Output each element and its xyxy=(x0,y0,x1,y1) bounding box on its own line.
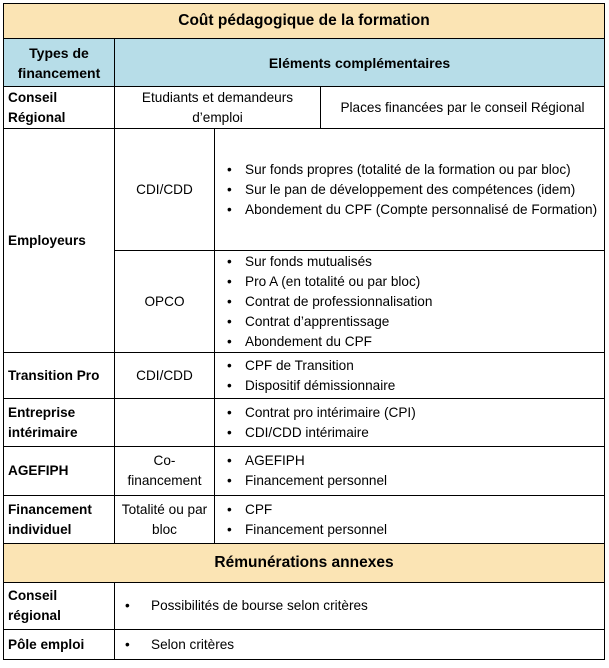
employeurs-opco-list xyxy=(219,252,600,352)
bullet-icon: • xyxy=(227,313,232,329)
conseil-regional-remuneration-cell xyxy=(115,583,605,630)
bullet-icon: • xyxy=(227,424,232,440)
list-item: • CPF de Transition xyxy=(219,356,600,376)
bullet-icon: • xyxy=(227,161,232,177)
transition-pro-cell xyxy=(215,353,605,399)
pole-emploi-cell xyxy=(115,630,605,660)
header-elements-complementaires: Eléments complémentaires xyxy=(115,39,605,87)
bullet-icon: • xyxy=(227,333,232,349)
bullet-icon: • xyxy=(125,636,130,652)
bullet-icon: • xyxy=(227,404,232,420)
list-item: • Sur fonds mutualisés xyxy=(219,252,600,272)
bullet-icon: • xyxy=(227,453,232,468)
row-label-pole-emploi: Pôle emploi xyxy=(4,630,115,660)
row-label-transition-pro: Transition Pro xyxy=(4,353,115,399)
list-item: • Abondement du CPF xyxy=(219,332,600,352)
employeurs-cdi-label: CDI/CDD xyxy=(115,129,215,251)
bullet-icon: • xyxy=(227,357,232,373)
financement-individuel-cell xyxy=(215,496,605,544)
list-item: • Sur le pan de développement des compétences (idem) xyxy=(219,180,600,200)
bullet-icon: • xyxy=(227,473,232,488)
list-item: • Dispositif démissionnaire xyxy=(219,376,600,396)
list-item: • Selon critères xyxy=(119,635,600,655)
row-label-employeurs: Employeurs xyxy=(4,129,115,353)
list-item: • Sur fonds propres (totalité de la formation ou par bloc) xyxy=(219,160,600,180)
transition-pro-type: CDI/CDD xyxy=(115,353,215,399)
entreprise-interimaire-type xyxy=(115,399,215,447)
list-item: • AGEFIPH xyxy=(219,451,600,471)
employeurs-opco-cell xyxy=(215,251,605,353)
list-item: • Contrat pro intérimaire (CPI) xyxy=(219,403,600,423)
agefiph-type: Co-financement xyxy=(115,447,215,496)
bullet-icon: • xyxy=(227,253,232,269)
financement-individuel-list xyxy=(219,500,600,540)
conseil-regional-public: Etudiants et demandeurs d’emploi xyxy=(115,87,321,129)
list-item: • Contrat de professionnalisation xyxy=(219,292,600,312)
bullet-icon: • xyxy=(227,201,232,217)
list-item: • Pro A (en totalité ou par bloc) xyxy=(219,272,600,292)
row-label-conseil-regional-remuneration: Conseil régional xyxy=(4,583,115,630)
row-label-entreprise-interimaire: Entreprise intérimaire xyxy=(4,399,115,447)
transition-pro-list xyxy=(219,356,600,396)
list-item: • Contrat d’apprentissage xyxy=(219,312,600,332)
bullet-icon: • xyxy=(227,273,232,289)
list-item: • CDI/CDD intérimaire xyxy=(219,423,600,443)
list-item: • Possibilités de bourse selon critères xyxy=(119,596,600,616)
bullet-icon: • xyxy=(227,181,232,197)
financement-individuel-type: Totalité ou par bloc xyxy=(115,496,215,544)
section-title-remunerations: Rémunérations annexes xyxy=(4,544,605,583)
bullet-icon: • xyxy=(227,521,232,537)
header-types-financement: Types de financement xyxy=(4,39,115,87)
conseil-regional-places: Places financées par le conseil Régional xyxy=(321,87,605,129)
employeurs-cdi-cell xyxy=(215,129,605,251)
employeurs-opco-label: OPCO xyxy=(115,251,215,353)
agefiph-list xyxy=(219,451,600,491)
list-item: • Abondement du CPF (Compte personnalisé de Formation) xyxy=(219,200,600,220)
employeurs-cdi-list xyxy=(219,160,600,220)
bullet-icon: • xyxy=(227,501,232,517)
row-label-conseil-regional: Conseil Régional xyxy=(4,87,115,129)
bullet-icon: • xyxy=(125,598,130,613)
bullet-icon: • xyxy=(227,377,232,393)
table-edge-mark xyxy=(604,129,605,147)
row-label-financement-individuel: Financement individuel xyxy=(4,496,115,544)
entreprise-interimaire-cell xyxy=(215,399,605,447)
table-title: Coût pédagogique de la formation xyxy=(4,4,605,39)
bullet-icon: • xyxy=(227,293,232,309)
row-label-agefiph: AGEFIPH xyxy=(4,447,115,496)
entreprise-interimaire-list xyxy=(219,403,600,443)
financement-table xyxy=(3,3,605,660)
list-item: • CPF xyxy=(219,500,600,520)
list-item: • Financement personnel xyxy=(219,520,600,540)
list-item: • Financement personnel xyxy=(219,471,600,491)
agefiph-cell xyxy=(215,447,605,496)
